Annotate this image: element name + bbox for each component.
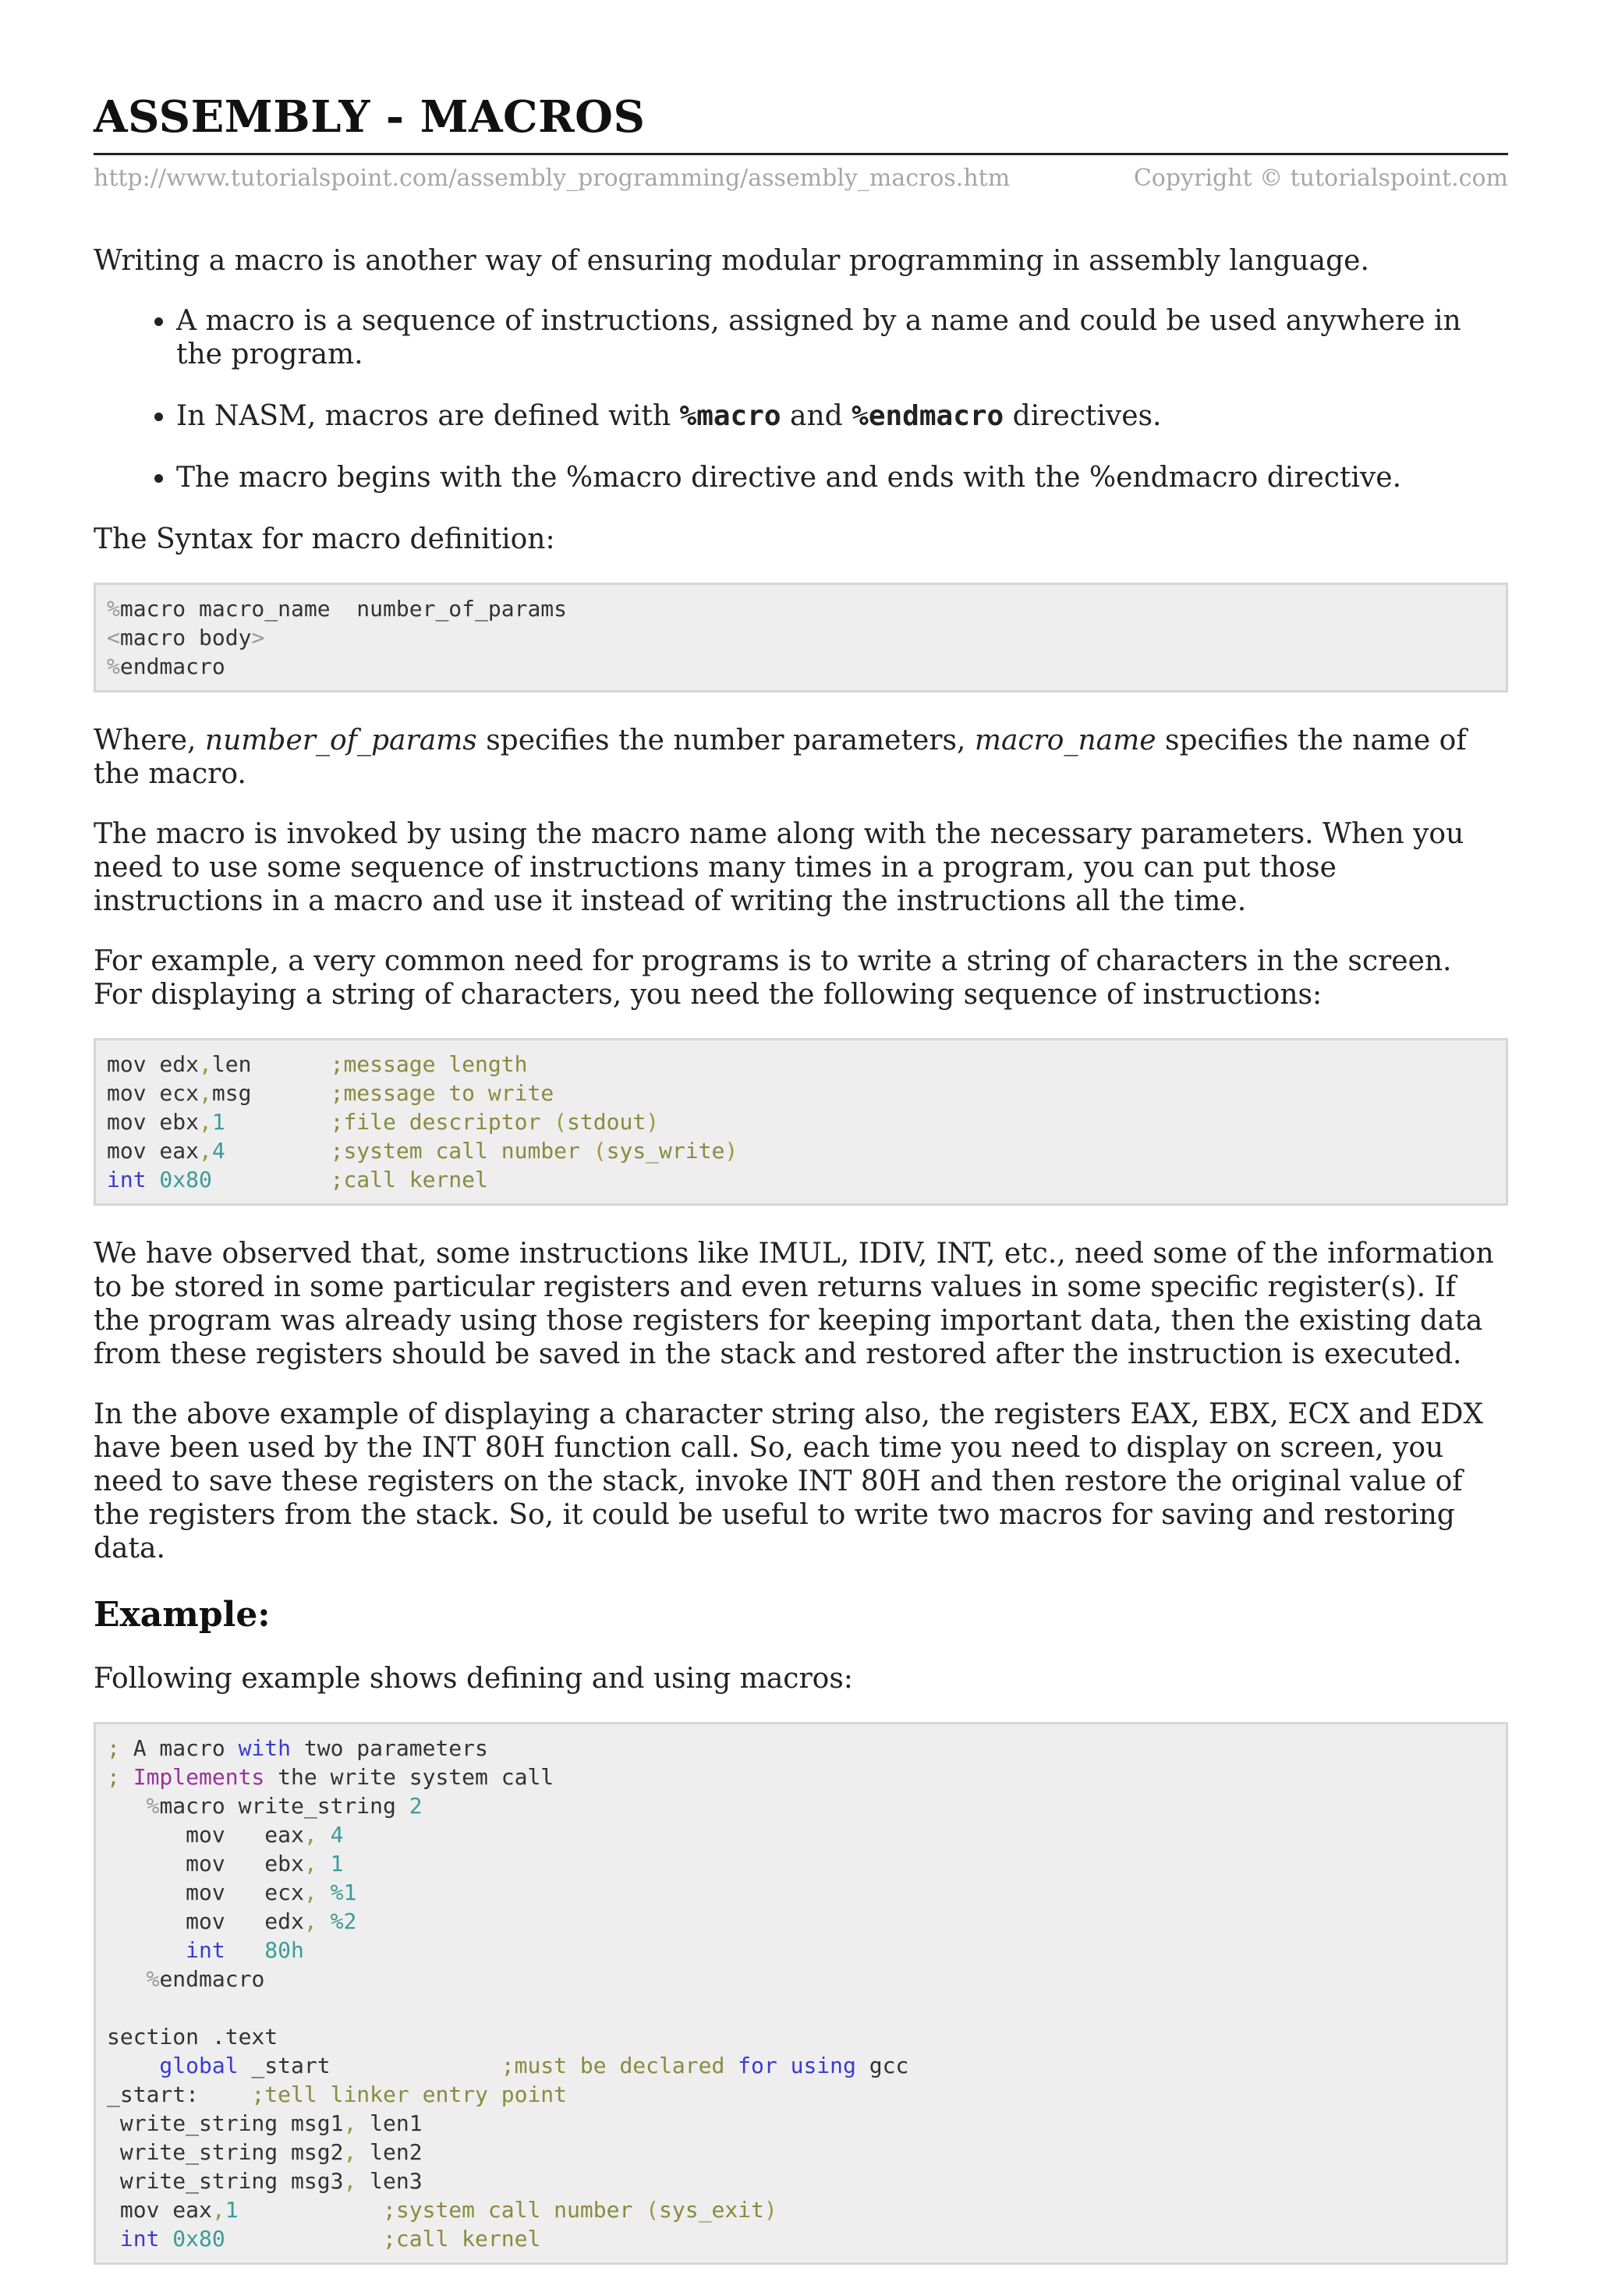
- where-paragraph: Where, number_of_params specifies the number parameters, macro_name specifies the name of the macro.: [94, 725, 1467, 790]
- bullet-macro-begins: • The macro begins with the %macro directive and ends with the %endmacro directive.: [176, 461, 1508, 494]
- macro-bullet-list: [94, 304, 1508, 494]
- example-heading: Example:: [94, 1595, 271, 1635]
- example-need-paragraph: For example, a very common need for programs is to write a string of characters in the screen. For displaying a string of characters, you need the following sequence of instructions:: [94, 945, 1452, 1011]
- bullet-nasm-directives: • In NASM, macros are defined with %macro and %endmacro directives.: [176, 399, 1508, 433]
- invoke-paragraph: The macro is invoked by using the macro name along with the necessary parameters. When you need to use some sequence of instructions many times in a program, you can put those instructions in a macro and use it instead of writing the instructions all the time.: [94, 818, 1464, 917]
- macro-keyword: %macro: [679, 400, 781, 432]
- page-meta: [94, 163, 1508, 194]
- example-intro: Following example shows defining and using macros:: [94, 1663, 853, 1695]
- intro-paragraph: Writing a macro is another way of ensuring modular programming in assembly language.: [94, 245, 1369, 277]
- page-title: ASSEMBLY - MACROS: [94, 91, 646, 143]
- code-block-syntax: %macro macro_name number_of_params <macro body> %endmacro: [94, 583, 1508, 693]
- document-page: [94, 86, 1508, 2296]
- registers-save-paragraph: In the above example of displaying a character string also, the registers EAX, EBX, ECX and EDX have been used by the INT 80H function call. So, each time you need to display on screen, you need to save these registers on the stack, invoke INT 80H and then restore the original value of the registers from the stack. So, it could be useful to write two macros for saving and restoring data.: [94, 1398, 1484, 1564]
- code-block-macro-example: ; A macro with two parameters ; Implements the write system call %macro write_string 2 mov eax, 4 mov ebx, 1 mov ecx, %1 mov edx, %2 int 80h %endmacro section .text global _start ;must be declared for using gcc _start: ;tell linker entry point write_string msg1, len1 write_string msg2, len2 write_string msg3, len3 mov eax,1 ;system call number (sys_exit) int 0x80 ;call kernel: [94, 1722, 1508, 2265]
- source-url[interactable]: http://www.tutorialspoint.com/assembly_programming/assembly_macros.htm: [94, 165, 1011, 192]
- bullet-macro-definition: • A macro is a sequence of instructions, assigned by a name and could be used anywhere in the program.: [176, 304, 1508, 371]
- main-content: [94, 244, 1508, 2265]
- param-number-of-params: number_of_params: [204, 725, 477, 756]
- title-rule: [94, 153, 1508, 155]
- syntax-intro: The Syntax for macro definition:: [94, 523, 555, 555]
- param-macro-name: macro_name: [974, 725, 1156, 756]
- copyright-text: Copyright © tutorialspoint.com: [1133, 165, 1508, 192]
- registers-observed-paragraph: We have observed that, some instructions like IMUL, IDIV, INT, etc., need some of the information to be stored in some particular registers and even returns values in some specific register(s). If the program was already using those registers for keeping important data, then the existing data from these registers should be saved in the stack and restored after the instruction is executed.: [94, 1238, 1494, 1370]
- endmacro-keyword: %endmacro: [852, 400, 1004, 432]
- code-block-write-sequence: mov edx,len ;message length mov ecx,msg ;message to write mov ebx,1 ;file descriptor (stdout) mov eax,4 ;system call number (sys_write) int 0x80 ;call kernel: [94, 1038, 1508, 1206]
